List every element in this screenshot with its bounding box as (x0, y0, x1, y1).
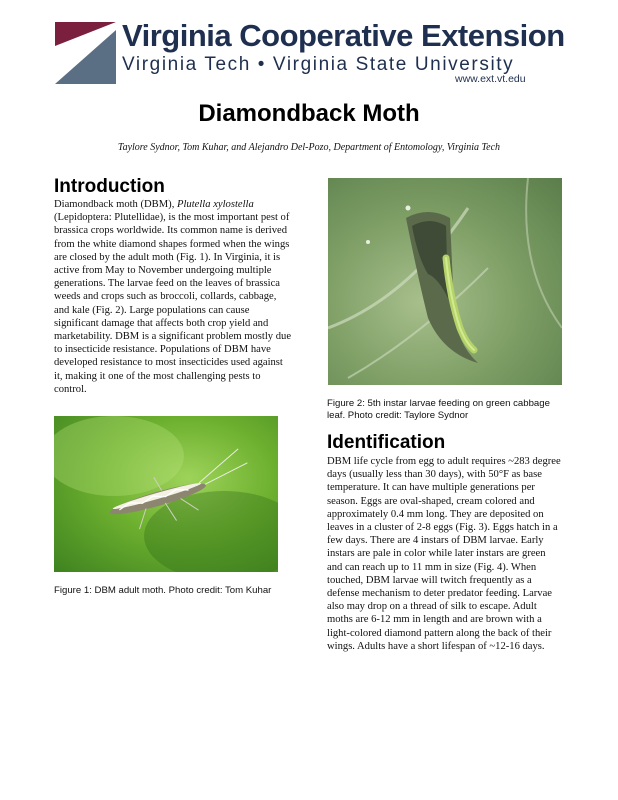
website-url[interactable]: www.ext.vt.edu (455, 73, 526, 85)
figure-2-photo (328, 178, 562, 385)
moth-illustration (54, 416, 278, 572)
figure-1-photo (54, 416, 278, 572)
org-name: Virginia Cooperative Extension (122, 18, 565, 53)
vce-logo-icon (55, 22, 116, 84)
identification-heading: Identification (327, 432, 446, 453)
species-name: Plutella xylostella (177, 199, 254, 210)
introduction-heading: Introduction (54, 176, 165, 197)
intro-text-before: Diamondback moth (DBM), (54, 199, 177, 210)
authors-line: Taylore Sydnor, Tom Kuhar, and Alejandro Del-Pozo, Department of Entomology, Virginia Tech (117, 142, 501, 153)
page-title: Diamondback Moth (198, 100, 420, 127)
universities-line: Virginia Tech • Virginia State University (122, 54, 515, 75)
introduction-paragraph (54, 198, 292, 396)
identification-paragraph: DBM life cycle from egg to adult requires ~283 degree days (usually less than 30 days), with 50°F as base temperature. It can have multiple generations per season. Eggs are oval-shaped, cream colored and approximately 0.4 mm long. They are deposited on leaves in a cluster of 2-8 eggs (Fig. 3). Eggs hatch in a few days. There are 4 instars of DBM larvae. Early instars are pale in color while later instars are green and can reach up to 11 mm in size (Fig. 4). When touched, DBM larvae will twitch frequently as a defense mechanism to deter predator feeding. Larvae also may drop on a thread of silk to escape. Adult moths are 6-12 mm in length and are brown with a light-colored diamond pattern along the back of their wings. Adults have a short lifespan of ~12-16 days. (327, 456, 561, 652)
figure-1-caption: Figure 1: DBM adult moth. Photo credit: Tom Kuhar (54, 585, 272, 596)
larva-illustration (328, 178, 562, 385)
figure-2-caption: Figure 2: 5th instar larvae feeding on green cabbage leaf. Photo credit: Taylore Sydnor (327, 398, 550, 421)
intro-text-after: (Lepidoptera: Plutellidae), is the most important pest of brassica crops worldwide. Its common name is derived from the white diamond shapes formed when the wings are closed by the adult moth (Fig. 1). In Virginia, it is active from May to November undergoing multiple generations. The larvae feed on the leaves of brassica weeds and crops such as broccoli, collards, cabbage, and kale (Fig. 2). Large populations can cause significant damage that affects both crop yield and marketability. DBM is a significant problem mostly due to insecticide resistance. Populations of DBM have developed resistance to most insecticides used against it, making it one of the most challenging pests to control. (54, 212, 292, 395)
